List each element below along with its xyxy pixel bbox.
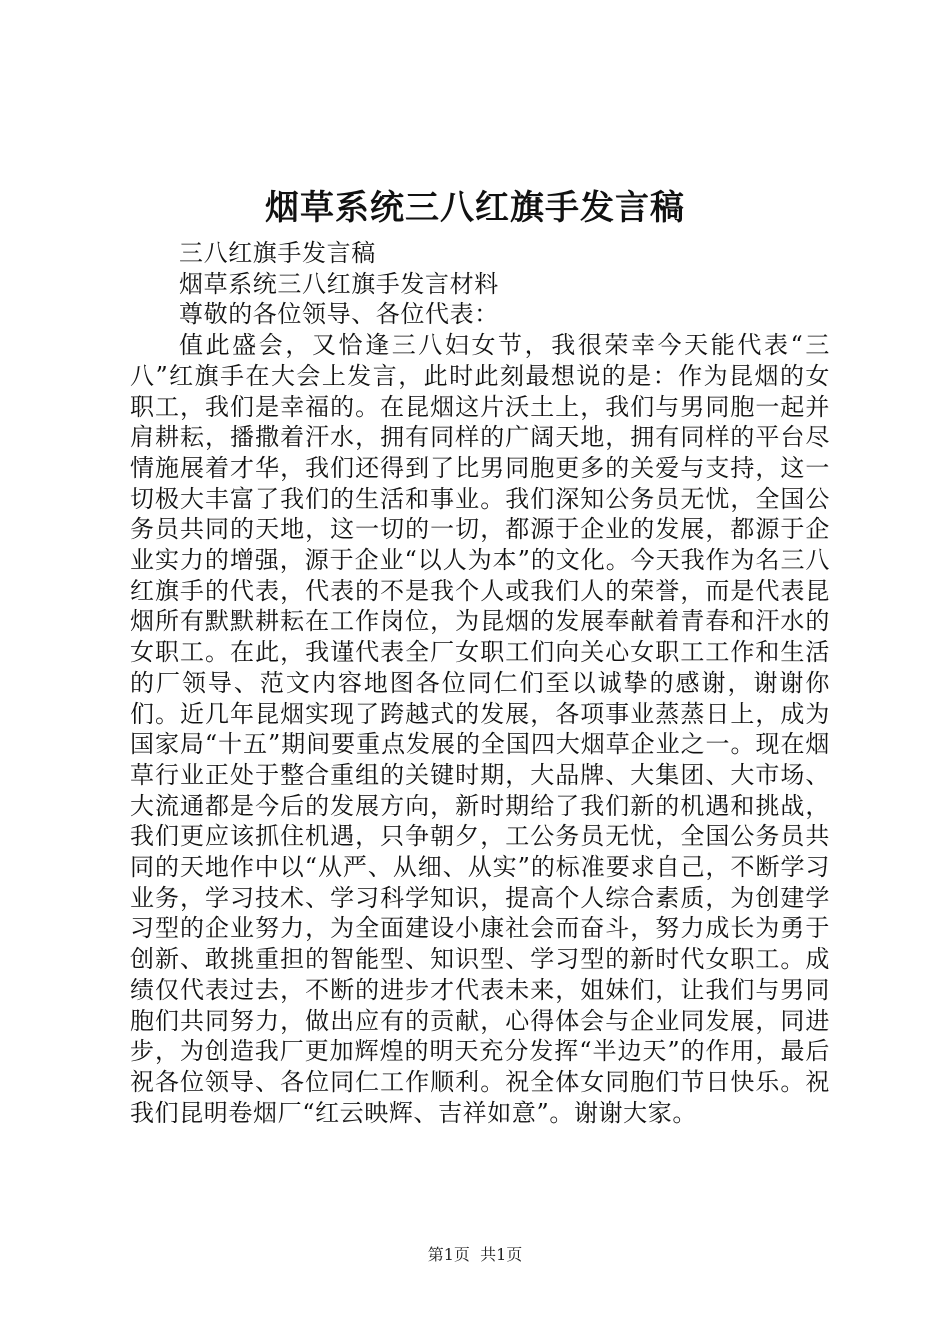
salutation-paragraph: 尊敬的各位领导、各位代表： — [179, 300, 499, 329]
page-total: 共1页 — [480, 1245, 523, 1264]
page-number: 第1页 — [427, 1245, 470, 1264]
document-title: 烟草系统三八红旗手发言稿 — [265, 188, 685, 228]
document-body — [130, 238, 830, 1128]
speech-paragraph: 值此盛会，又恰逢三八妇女节，我很荣幸今天能代表“三八”红旗手在大会上发言，此时此刻最想说的是：作为昆烟的女职工，我们是幸福的。在昆烟这片沃土上，我们与男同胞一起并肩耕耘，播撒着汗水，拥有同样的广阔天地，拥有同样的平台尽情施展着才华，我们还得到了比男同胞更多的关爱与支持，这一切极大丰富了我们的生活和事业。我们深知公务员无忧，全国公务员共同的天地，这一切的一切，都源于企业的发展，都源于企业实力的增强，源于企业“以人为本”的文化。今天我作为名三八红旗手的代表，代表的不是我个人或我们人的荣誉，而是代表昆烟所有默默耕耘在工作岗位，为昆烟的发展奉献着青春和汗水的女职工。在此，我谨代表全厂女职工们向关心女职工工作和生活的厂领导、范文内容地图各位同仁们至以诚挚的感谢，谢谢你们。近几年昆烟实现了跨越式的发展，各项事业蒸蒸日上，成为国家局“十五”期间要重点发展的全国四大烟草企业之一。现在烟草行业正处于整合重组的关键时期，大品牌、大集团、大市场、大流通都是今后的发展方向，新时期给了我们新的机遇和挑战，我们更应该抓住机遇，只争朝夕，工公务员无忧，全国公务员共同的天地作中以“从严、从细、从实”的标准要求自己，不断学习业务，学习技术、学习科学知识，提高个人综合素质，为创建学习型的企业努力，为全面建设小康社会而奋斗，努力成长为勇于创新、敢挑重担的智能型、知识型、学习型的新时代女职工。成绩仅代表过去，不断的进步才代表未来，姐妹们，让我们与男同胞们共同努力，做出应有的贡献，心得体会与企业同发展，同进步，为创造我厂更加辉煌的明天充分发挥“半边天”的作用，最后祝各位领导、各位同仁工作顺利。祝全体女同胞们节日快乐。祝我们昆明卷烟厂“红云映辉、吉祥如意”。谢谢大家。 — [130, 331, 830, 1127]
page-footer — [0, 1244, 950, 1266]
subtitle-paragraph: 烟草系统三八红旗手发言材料 — [179, 269, 499, 298]
subtitle-paragraph: 三八红旗手发言稿 — [179, 239, 376, 267]
